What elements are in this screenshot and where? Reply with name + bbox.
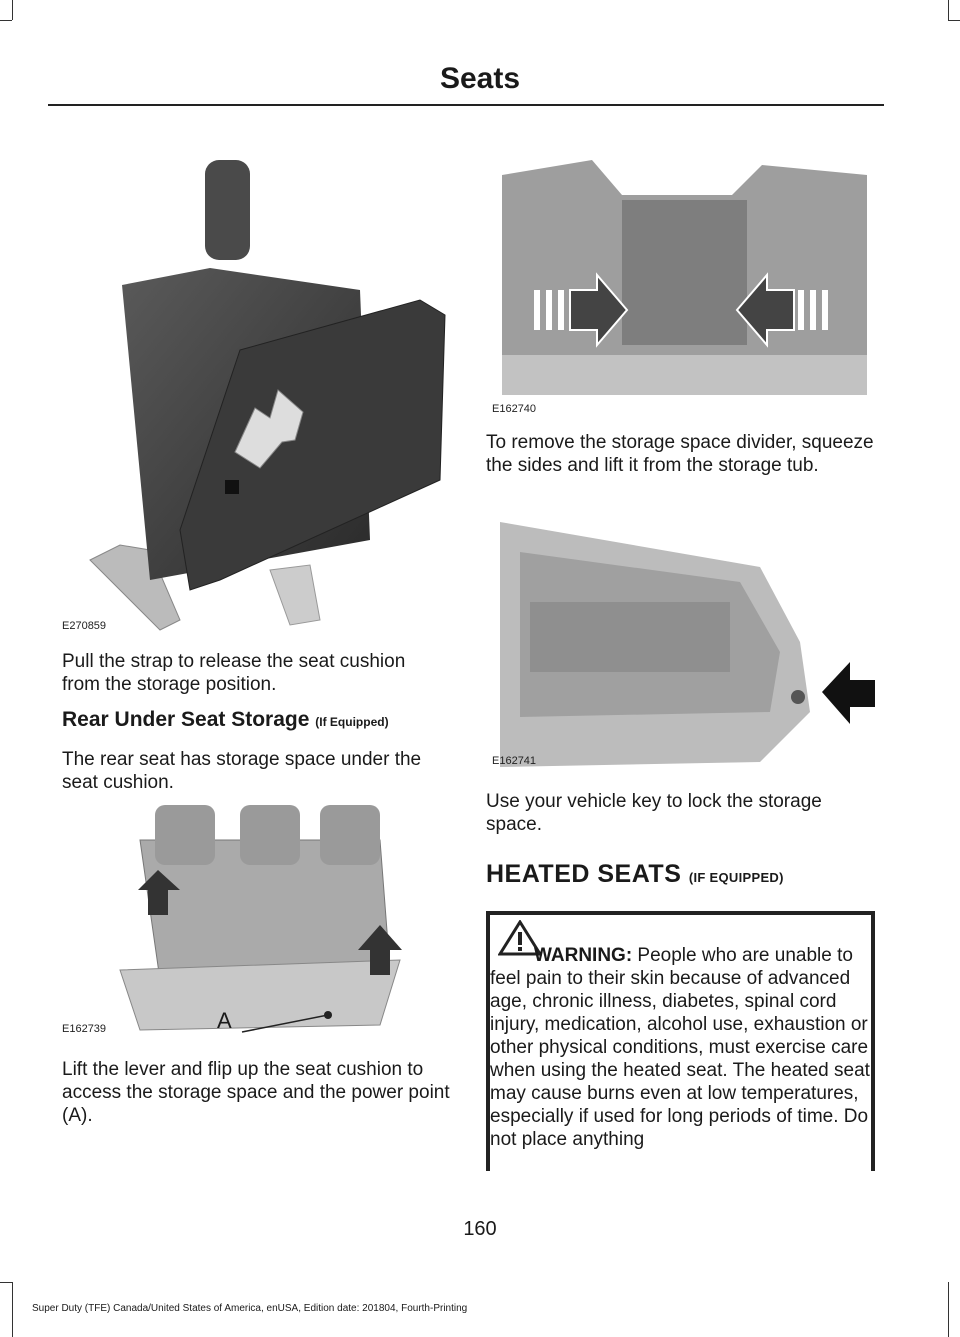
page-number: 160: [463, 1218, 497, 1240]
header-rule: [48, 104, 884, 106]
divider-squeeze-illustration: [502, 155, 867, 395]
crop-mark: [12, 1282, 13, 1337]
crop-mark: [12, 0, 13, 20]
crop-mark: [0, 20, 12, 21]
callout-a: A: [217, 1008, 232, 1033]
heading-text: Rear Under Seat Storage: [62, 708, 310, 731]
warning-label: WARNING:: [534, 945, 633, 966]
crop-mark: [0, 1282, 12, 1283]
figure-id: E162739: [62, 1023, 107, 1035]
figure-id: E270859: [62, 620, 107, 632]
paragraph: Pull the strap to release the seat cushion from the storage position.: [62, 651, 406, 695]
footer-text: Super Duty (TFE) Canada/United States of America, enUSA, Edition date: 201804, Fourth-Printing: [32, 1303, 468, 1314]
storage-tub-lock-illustration: [500, 512, 875, 774]
rear-seat-storage-illustration: [100, 800, 452, 1040]
paragraph: To remove the storage space divider, squeeze the sides and lift it from the storage tub.: [486, 432, 874, 476]
page-title: Seats: [439, 62, 521, 95]
crop-mark: [948, 0, 949, 20]
crop-mark: [948, 20, 960, 21]
figure-id: E162740: [492, 403, 537, 415]
figure-id: E162741: [492, 755, 537, 767]
warning-text: [490, 944, 872, 1151]
paragraph: Lift the lever and flip up the seat cushion to access the storage space and the power point (A).: [62, 1059, 450, 1126]
section-heading: [62, 708, 389, 732]
paragraph: Use your vehicle key to lock the storage space.: [486, 791, 822, 835]
seat-strap-illustration: [60, 150, 452, 635]
warning-body: People who are unable to feel pain to their skin because of advanced age, chronic illness, diabetes, spinal cord injury, medication, alcohol use, exhaustion or other physical conditions, must exercise care when using the heated seat. The heated seat may cause burns even at low temperatures, especially if used for long periods of time. Do not place anything: [490, 945, 870, 1150]
heading-qualifier: (IF EQUIPPED): [688, 870, 784, 885]
paragraph: The rear seat has storage space under the seat cushion.: [62, 749, 422, 793]
heading-text: HEATED SEATS: [486, 860, 682, 888]
section-heading: [486, 860, 784, 889]
crop-mark: [948, 1282, 949, 1337]
heading-qualifier: (If Equipped): [315, 715, 389, 729]
